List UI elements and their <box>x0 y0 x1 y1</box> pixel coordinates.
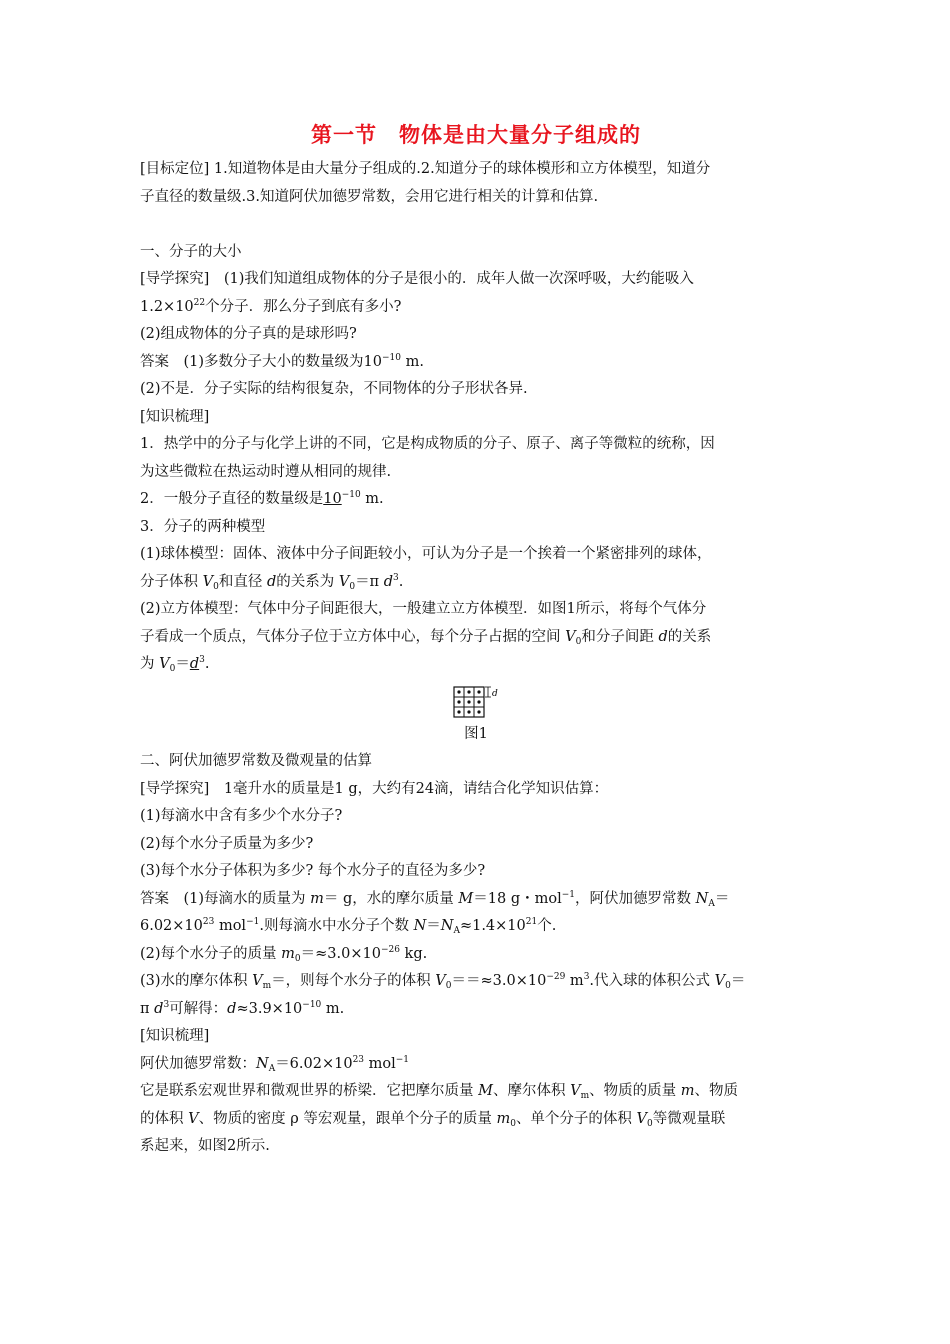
s2-question-1: (1)每滴水中含有多少个水分子? <box>140 808 343 824</box>
objectives-line-2: 子直径的数量级.3.知道阿伏加德罗常数，会用它进行相关的计算和估算. <box>140 188 599 205</box>
s2-answer-line-3: (2)每个水分子的质量 $m_0=\approx 3.0\times 10^{-26}$ kg. <box>140 944 428 964</box>
spacer <box>140 211 812 239</box>
s1-point-2: 2．一般分子直径的数量级是$10^{-10}$ m. <box>140 490 384 507</box>
s2-inquiry: [导学探究] 1毫升水的质量是1 g，大约有24滴，请结合化学知识估算： <box>140 780 609 797</box>
bridge-line-2: 的体积 V、物质的密度 ρ 等宏观量，跟单个分子的质量 $m_0$、单个分子的体积 $V_0$等微观量联 <box>140 1110 726 1129</box>
s2-answer-line-2: $6.02\times 10^{23}$ mol$^{-1}$.则每滴水中水分子个数 $N=N_A\approx 1.4\times 10^{21}$个. <box>140 917 557 936</box>
s2-knowledge-label: [知识梳理] <box>140 1028 210 1044</box>
avogadro-constant: 阿伏加德罗常数：$N_A=6.02\times 10^{23}$ mol$^{-1}$ <box>140 1054 410 1074</box>
s1-inquiry-line-2: $1.2\times 10^{22}$个分子．那么分子到底有多小? <box>140 297 402 315</box>
cube-grid-diagram <box>444 685 508 719</box>
section-1-heading: 一、分子的大小 <box>140 243 242 260</box>
s2-question-3: (3)每个水分子体积为多少? 每个水分子的直径为多少? <box>140 863 486 879</box>
figure-1-caption: 图1 <box>464 725 488 742</box>
cube-model-line-3: 为 $V_0=d^3$. <box>140 655 210 674</box>
figure-1 <box>140 679 812 721</box>
s2-question-2: (2)每个水分子质量为多少? <box>140 835 314 852</box>
s1-answer-1: 答案 (1)多数分子大小的数量级为$10^{-10}$ m. <box>140 352 424 370</box>
ball-model-line-2: 分子体积 $V_0$和直径 d的关系为 $V_0=\pi$ $d^3$. <box>140 572 404 592</box>
bridge-line-1: 它是联系宏观世界和微观世界的桥梁．它把摩尔质量 M、摩尔体积 $V_m$、物质的质量 m、物质 <box>140 1083 738 1101</box>
s2-answer-line-4: (3)水的摩尔体积 $V_m=$，则每个水分子的体积 $V_0==\approx 3.0\times 10^{-29}$ $m^3$.代入球的体积公式 $V_0=$ <box>140 972 746 991</box>
figure-1-d-label: d <box>492 688 498 699</box>
s2-answer-line-5: π $d^3$可解得：$d\approx 3.9\times 10^{-10}$ m. <box>140 999 345 1017</box>
cube-model-line-2: 子看成一个质点，气体分子位于立方体中心，每个分子占据的空间 $V_0$和分子间距 d的关系 <box>140 628 712 647</box>
s1-answer-2: (2)不是．分子实际的结构很复杂，不同物体的分子形状各异. <box>140 381 528 397</box>
s2-answer-line-1: 答案 (1)每滴水的质量为 m＝ g，水的摩尔质量 M＝18 g・mol$^{-1}$，阿伏加德罗常数 $N_A=$ <box>140 889 730 909</box>
s1-inquiry-line-1: [导学探究] (1)我们知道组成物体的分子是很小的．成年人做一次深呼吸，大约能吸入 <box>140 271 694 287</box>
document-page <box>140 118 812 1161</box>
bridge-line-3: 系起来，如图2所示. <box>140 1138 270 1154</box>
s1-knowledge-label: [知识梳理] <box>140 408 210 425</box>
objectives-line-1: [目标定位] 1.知道物体是由大量分子组成的.2.知道分子的球体模形和立方体模型，知道分 <box>140 161 711 177</box>
s1-point-1-line-2: 为这些微粒在热运动时遵从相同的规律. <box>140 463 392 480</box>
s1-point-3: 3．分子的两种模型 <box>140 518 266 535</box>
cube-model-line-1: (2)立方体模型：气体中分子间距很大，一般建立立方体模型．如图1所示，将每个气体分 <box>140 601 707 617</box>
section-2-heading: 二、阿伏加德罗常数及微观量的估算 <box>140 753 372 769</box>
s1-inquiry-question-2: (2)组成物体的分子真的是球形吗? <box>140 326 357 342</box>
page-title: 第一节 物体是由大量分子组成的 <box>311 123 641 147</box>
s1-point-1-line-1: 1．热学中的分子与化学上讲的不同，它是构成物质的分子、原子、离子等微粒的统称，因 <box>140 436 715 452</box>
ball-model-line-1: (1)球体模型：固体、液体中分子间距较小，可认为分子是一个挨着一个紧密排列的球体， <box>140 546 712 562</box>
